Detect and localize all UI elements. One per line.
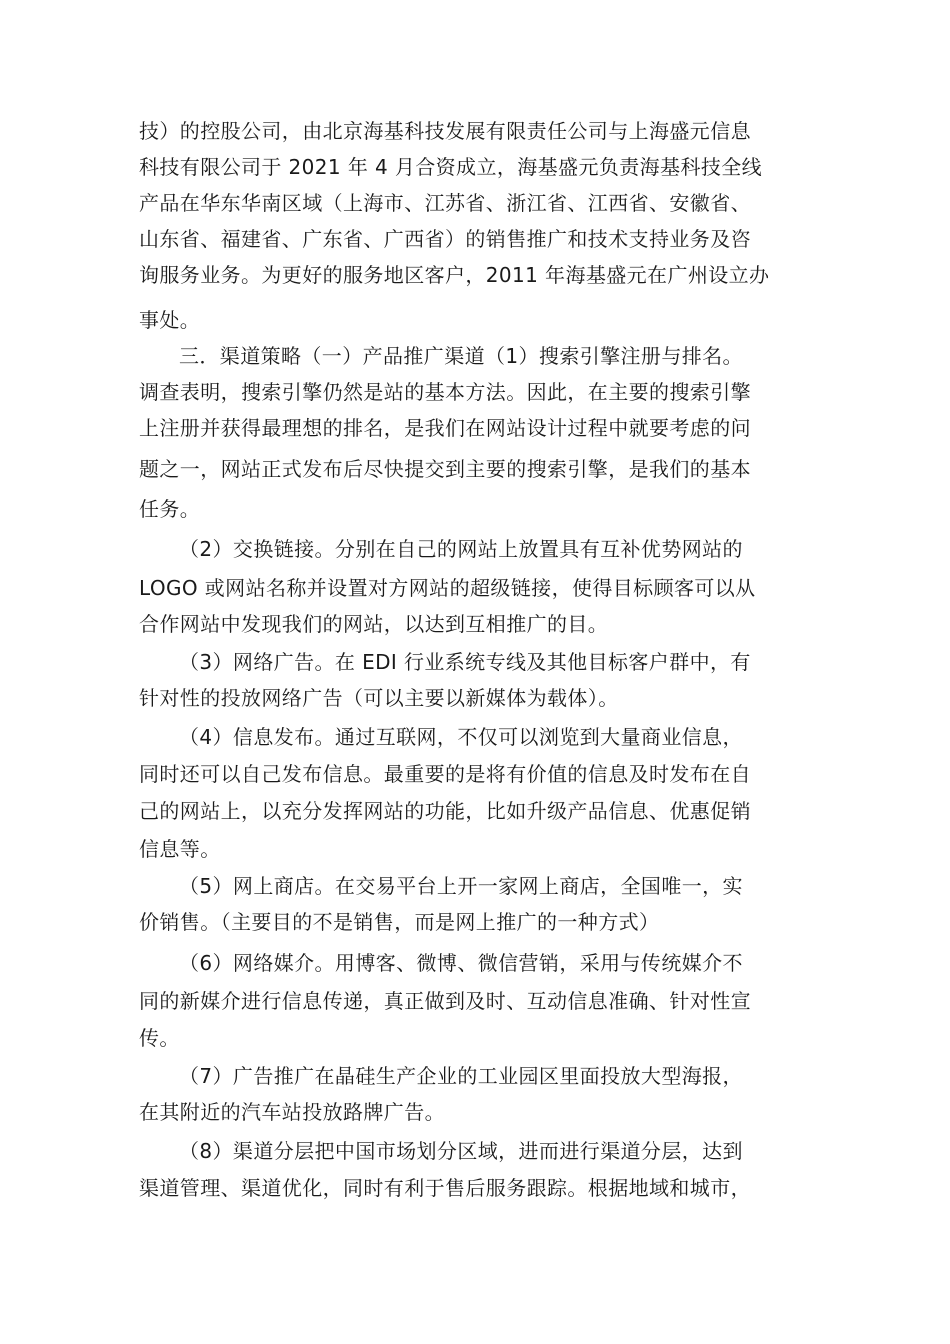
- text-line: （4）信息发布。通过互联网，不仅可以浏览到大量商业信息，: [179, 725, 743, 749]
- text-line: （2）交换链接。分别在自己的网站上放置具有互补优势网站的: [179, 537, 743, 561]
- text-line: （3）网络广告。在 EDI 行业系统专线及其他目标客户群中，有: [179, 650, 751, 674]
- text-line: 渠道管理、渠道优化，同时有利于售后服务跟踪。根据地域和城市，: [139, 1176, 751, 1200]
- text-line: 山东省、福建省、广东省、广西省）的销售推广和技术支持业务及咨: [139, 227, 751, 251]
- text-line: 技）的控股公司，由北京海基科技发展有限责任公司与上海盛元信息: [139, 119, 751, 143]
- text-line: 询服务业务。为更好的服务地区客户，2011 年海基盛元在广州设立办: [139, 263, 770, 287]
- text-line: 同的新媒介进行信息传递，真正做到及时、互动信息准确、针对性宣: [139, 989, 751, 1013]
- text-line: 三．渠道策略（一）产品推广渠道（1）搜索引擎注册与排名。: [179, 344, 743, 368]
- text-line: 价销售。（主要目的不是销售，而是网上推广的一种方式）: [139, 910, 660, 934]
- text-line: 调查表明，搜索引擎仍然是站的基本方法。因此，在主要的搜索引擎: [139, 380, 751, 404]
- text-line: 己的网站上，以充分发挥网站的功能，比如升级产品信息、优惠促销: [139, 799, 751, 823]
- text-line: 在其附近的汽车站投放路牌广告。: [139, 1100, 445, 1124]
- text-line: 任务。: [139, 497, 201, 521]
- text-line: （8）渠道分层把中国市场划分区域，进而进行渠道分层，达到: [179, 1139, 743, 1163]
- text-line: （7）广告推广在晶硅生产企业的工业园区里面投放大型海报，: [179, 1064, 743, 1088]
- text-line: （5）网上商店。在交易平台上开一家网上商店，全国唯一，实: [179, 874, 743, 898]
- text-line: LOGO 或网站名称并设置对方网站的超级链接，使得目标顾客可以从: [139, 576, 756, 600]
- text-line: 科技有限公司于 2021 年 4 月合资成立，海基盛元负责海基科技全线: [139, 155, 763, 179]
- text-line: 信息等。: [139, 837, 221, 861]
- text-line: 上注册并获得最理想的排名，是我们在网站设计过程中就要考虑的问: [139, 416, 751, 440]
- text-line: 传。: [139, 1026, 180, 1050]
- text-line: 题之一，网站正式发布后尽快提交到主要的搜索引擎，是我们的基本: [139, 457, 751, 481]
- text-line: （6）网络媒介。用博客、微博、微信营销，采用与传统媒介不: [179, 951, 743, 975]
- text-line: 产品在华东华南区域（上海市、江苏省、浙江省、江西省、安徽省、: [139, 191, 751, 215]
- text-line: 事处。: [139, 308, 201, 332]
- text-line: 合作网站中发现我们的网站，以达到互相推广的目。: [139, 612, 609, 636]
- text-line: 针对性的投放网络广告（可以主要以新媒体为载体）。: [139, 686, 619, 710]
- text-line: 同时还可以自己发布信息。最重要的是将有价值的信息及时发布在自: [139, 762, 751, 786]
